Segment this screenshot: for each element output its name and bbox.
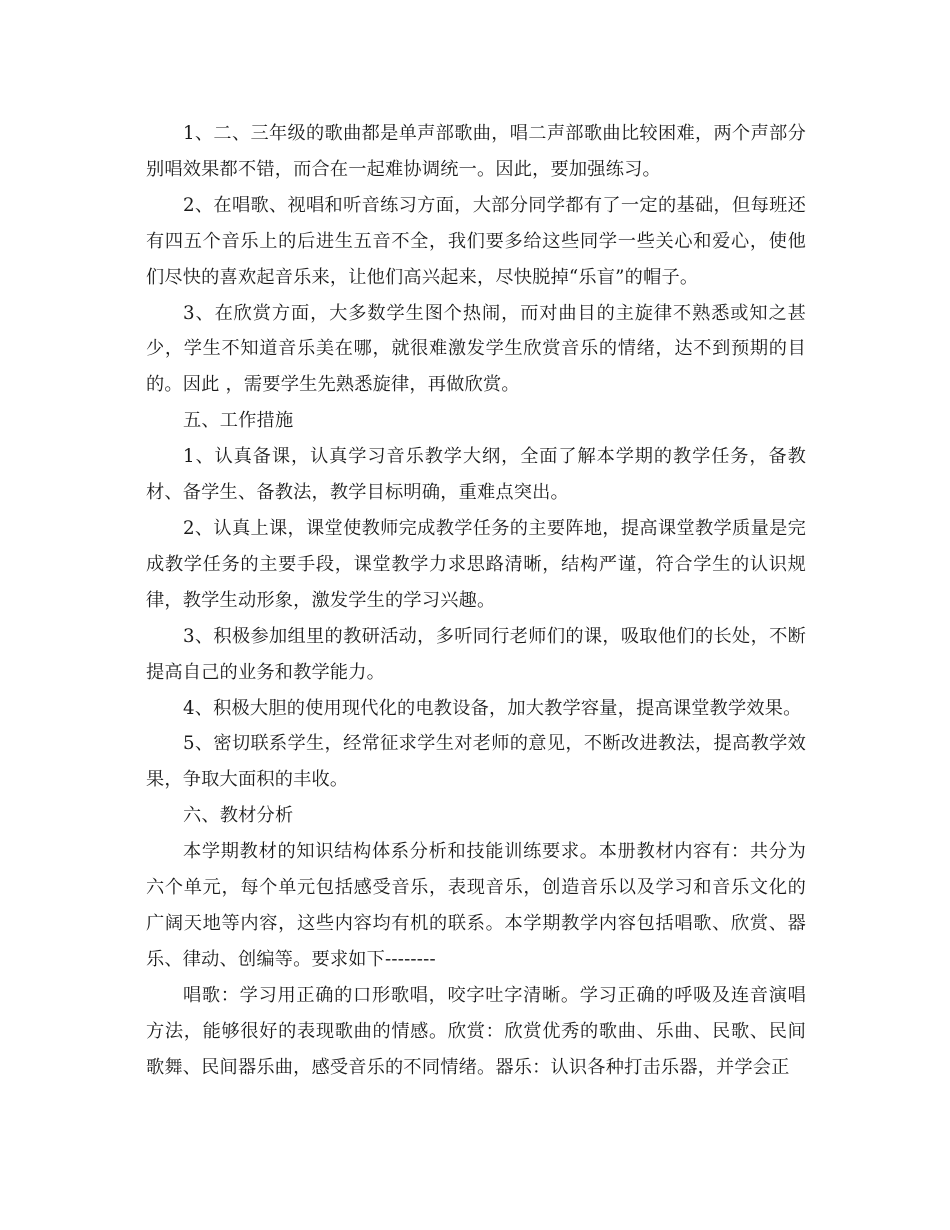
paragraph-9: 本学期教材的知识结构体系分析和技能训练要求。本册教材内容有：共分为六个单元，每个单元包括感受音乐，表现音乐，创造音乐以及学习和音乐文化的广阔天地等内容，这些内容均有机的联系。本学期教学内容包括唱歌、欣赏、器乐、律动、创编等。要求如下-------- (146, 841, 806, 970)
paragraph-4: 1、认真备课，认真学习音乐教学大纲，全面了解本学期的教学任务，备教材、备学生、备教法，教学目标明确，重难点突出。 (146, 446, 806, 504)
paragraph-6: 3、积极参加组里的教研活动，多听同行老师们的课，吸取他们的长处，不断提高自己的业务和教学能力。 (146, 625, 806, 683)
paragraph-1: 1、二、三年级的歌曲都是单声部歌曲，唱二声部歌曲比较困难，两个声部分别唱效果都不错，而合在一起难协调统一。因此，要加强练习。 (146, 123, 806, 180)
paragraph-3: 3、在欣赏方面，大多数学生图个热闹，而对曲目的主旋律不熟悉或知之甚少，学生不知道音乐美在哪，就很难激发学生欣赏音乐的情绪，达不到预期的目的。因此 ，需要学生先熟悉旋律，再做欣赏。 (146, 302, 806, 396)
paragraph-8: 5、密切联系学生，经常征求学生对老师的意见，不断改进教法，提高教学效果，争取大面积的丰收。 (146, 733, 806, 791)
paragraph-5: 2、认真上课，课堂使教师完成教学任务的主要阵地，提高课堂教学质量是完成教学任务的主要手段，课堂教学力求思路清晰，结构严谨，符合学生的认识规律，教学生动形象，激发学生的学习兴趣。 (146, 517, 806, 611)
paragraph-2: 2、在唱歌、视唱和听音练习方面，大部分同学都有了一定的基础，但每班还有四五个音乐上的后进生五音不全，我们要多给这些同学一些关心和爱心，使他们尽快的喜欢起音乐来，让他们高兴起来，尽快脱掉“乐盲”的帽子。 (146, 194, 806, 288)
paragraph-10: 唱歌：学习用正确的口形歌唱，咬字吐字清晰。学习正确的呼吸及连音演唱方法，能够很好的表现歌曲的情感。欣赏：欣赏优秀的歌曲、乐曲、民歌、民间歌舞、民间器乐曲，感受音乐的不同情绪。器乐：认识各种打击乐器，并学会正 (146, 984, 806, 1078)
paragraph-7: 4、积极大胆的使用现代化的电教设备，加大教学容量，提高课堂教学效果。 (183, 697, 802, 719)
section-heading-work-measures: 五、工作措施 (183, 410, 294, 432)
document-page (146, 116, 806, 1085)
section-heading-textbook-analysis: 六、教材分析 (183, 805, 294, 827)
